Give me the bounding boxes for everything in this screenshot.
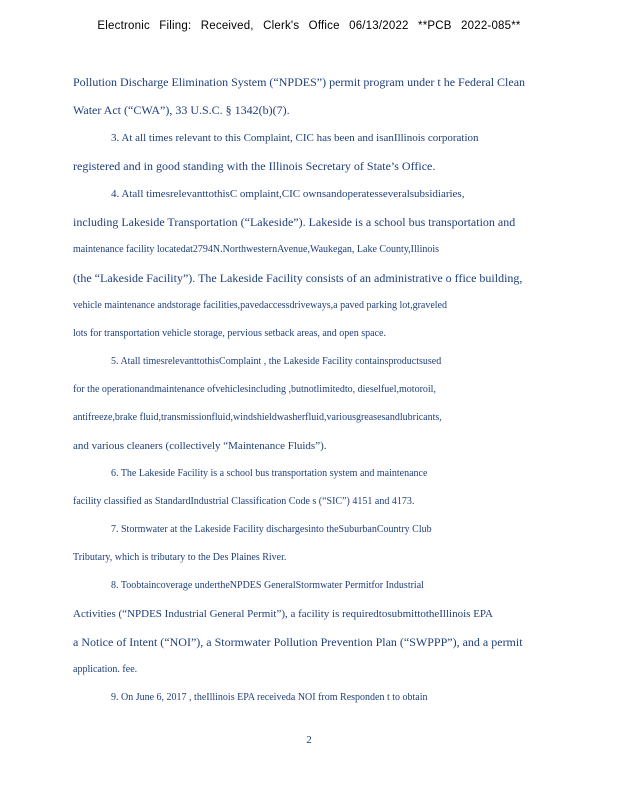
paragraph-4-line-4: (the “Lakeside Facility”). The Lakeside Facility consists of an administrative o ffice building, xyxy=(73,271,523,285)
body-line-2: Water Act (“CWA”), 33 U.S.C. § 1342(b)(7). xyxy=(73,103,290,117)
paragraph-4-line-6: lots for transportation vehicle storage, pervious setback areas, and open space. xyxy=(73,328,386,339)
paragraph-8-line-2: Activities (“NPDES Industrial General Permit”), a facility is requiredtosubmittotheIllinois EPA xyxy=(73,608,493,620)
paragraph-6-line-1: 6. The Lakeside Facility is a school bus transportation system and maintenance xyxy=(111,468,428,479)
filing-stamp-header: Electronic Filing: Received, Clerk's Office 06/13/2022 **PCB 2022-085** xyxy=(97,20,521,32)
paragraph-3-line-2: registered and in good standing with the Illinois Secretary of State’s Office. xyxy=(73,159,436,173)
paragraph-5-line-1: 5. Atall timesrelevanttothisComplaint , the Lakeside Facility containsproductsused xyxy=(111,356,442,367)
paragraph-9-line-1: 9. On June 6, 2017 , theIllinois EPA receiveda NOI from Responden t to obtain xyxy=(111,692,428,703)
paragraph-6-line-2: facility classified as StandardIndustrial Classification Code s (“SIC”) 4151 and 4173. xyxy=(73,496,415,507)
page-number: 2 xyxy=(306,734,312,746)
paragraph-8-line-3: a Notice of Intent (“NOI”), a Stormwater Pollution Prevention Plan (“SWPPP”), and a permit xyxy=(73,635,523,649)
body-line-1: Pollution Discharge Elimination System (“NPDES”) permit program under t he Federal Clean xyxy=(73,75,526,89)
paragraph-4-line-1: 4. Atall timesrelevanttothisC omplaint,CIC ownsandoperatesseveralsubsidiaries, xyxy=(111,188,465,200)
paragraph-7-line-1: 7. Stormwater at the Lakeside Facility dischargesinto theSuburbanCountry Club xyxy=(111,524,432,535)
paragraph-7-line-2: Tributary, which is tributary to the Des Plaines River. xyxy=(73,552,287,563)
paragraph-5-line-3: antifreeze,brake fluid,transmissionfluid,windshieldwasherfluid,variousgreasesandlubricants, xyxy=(73,412,442,423)
paragraph-8-line-1: 8. Toobtaincoverage undertheNPDES GeneralStormwater Permitfor Industrial xyxy=(111,580,424,591)
paragraph-3-line-1: 3. At all times relevant to this Complaint, CIC has been and isanIllinois corporation xyxy=(111,132,479,144)
paragraph-4-line-3: maintenance facility locatedat2794N.NorthwesternAvenue,Waukegan, Lake County,Illinois xyxy=(73,244,440,255)
paragraph-4-line-2: including Lakeside Transportation (“Lakeside”). Lakeside is a school bus transportation and xyxy=(73,215,516,229)
paragraph-4-line-5: vehicle maintenance andstorage facilities,pavedaccessdriveways,a paved parking lot,graveled xyxy=(73,300,447,311)
document-body xyxy=(73,68,543,712)
paragraph-5-line-2: for the operationandmaintenance ofvehiclesincluding ,butnotlimitedto, dieselfuel,motoroil, xyxy=(73,384,436,395)
paragraph-8-line-4: application. fee. xyxy=(73,664,138,675)
paragraph-5-line-4: and various cleaners (collectively “Maintenance Fluids”). xyxy=(73,440,327,452)
